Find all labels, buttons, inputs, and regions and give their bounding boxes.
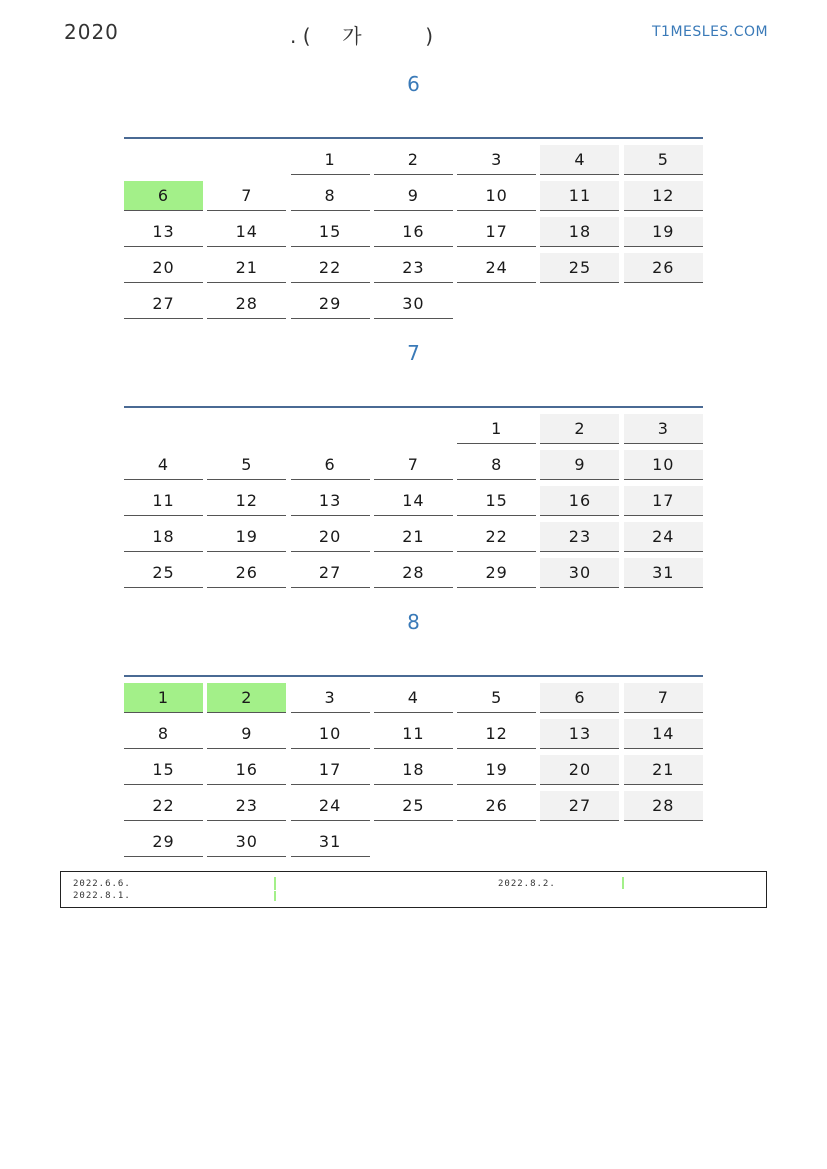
day-cell[interactable]: 23 bbox=[374, 253, 453, 283]
day-cell[interactable]: 16 bbox=[374, 217, 453, 247]
day-cell[interactable]: 6 bbox=[291, 450, 370, 480]
day-cell[interactable]: 24 bbox=[457, 253, 536, 283]
day-cell[interactable]: 21 bbox=[207, 253, 286, 283]
day-cell[interactable]: 25 bbox=[540, 253, 619, 283]
month-title-june: 6 bbox=[407, 72, 420, 96]
note-date: 2022.6.6. bbox=[73, 879, 131, 889]
calendar-july bbox=[124, 406, 703, 588]
day-cell[interactable]: 12 bbox=[624, 181, 703, 211]
empty-day-cell bbox=[540, 289, 619, 319]
day-cell[interactable]: 7 bbox=[374, 450, 453, 480]
day-cell[interactable]: 20 bbox=[291, 522, 370, 552]
empty-day-cell bbox=[124, 145, 203, 175]
day-cell[interactable]: 14 bbox=[624, 719, 703, 749]
day-cell[interactable]: 24 bbox=[624, 522, 703, 552]
calendar-august bbox=[124, 675, 703, 857]
day-cell[interactable]: 5 bbox=[624, 145, 703, 175]
empty-day-cell bbox=[624, 289, 703, 319]
day-cell[interactable]: 9 bbox=[207, 719, 286, 749]
day-cell[interactable]: 11 bbox=[374, 719, 453, 749]
day-cell[interactable]: 4 bbox=[374, 683, 453, 713]
day-cell[interactable]: 8 bbox=[124, 719, 203, 749]
brand-link[interactable]: T1MESLES.COM bbox=[652, 24, 769, 40]
day-cell[interactable]: 28 bbox=[374, 558, 453, 588]
calendar-top-rule bbox=[124, 137, 703, 139]
day-cell[interactable]: 25 bbox=[124, 558, 203, 588]
empty-day-cell bbox=[540, 827, 619, 857]
day-cell[interactable]: 16 bbox=[540, 486, 619, 516]
day-cell[interactable]: 15 bbox=[124, 755, 203, 785]
day-cell[interactable]: 7 bbox=[624, 683, 703, 713]
day-cell[interactable]: 13 bbox=[540, 719, 619, 749]
calendar-top-rule bbox=[124, 406, 703, 408]
holiday-marker bbox=[622, 877, 624, 889]
page-header bbox=[0, 0, 827, 60]
day-cell[interactable]: 29 bbox=[291, 289, 370, 319]
empty-day-cell bbox=[124, 414, 203, 444]
day-cell[interactable]: 17 bbox=[624, 486, 703, 516]
day-cell[interactable]: 14 bbox=[374, 486, 453, 516]
calendar-top-rule bbox=[124, 675, 703, 677]
holiday-marker bbox=[274, 877, 276, 890]
empty-day-cell bbox=[207, 145, 286, 175]
day-cell[interactable]: 22 bbox=[124, 791, 203, 821]
day-cell[interactable]: 26 bbox=[624, 253, 703, 283]
day-cell[interactable]: 10 bbox=[624, 450, 703, 480]
day-cell[interactable]: 19 bbox=[457, 755, 536, 785]
day-cell[interactable]: 22 bbox=[291, 253, 370, 283]
day-cell[interactable]: 5 bbox=[457, 683, 536, 713]
note-date: 2022.8.1. bbox=[73, 891, 131, 901]
day-cell[interactable]: 11 bbox=[540, 181, 619, 211]
day-cell[interactable]: 10 bbox=[457, 181, 536, 211]
day-cell[interactable]: 28 bbox=[207, 289, 286, 319]
empty-day-cell bbox=[291, 414, 370, 444]
day-cell[interactable]: 20 bbox=[124, 253, 203, 283]
day-cell[interactable]: 18 bbox=[374, 755, 453, 785]
day-cell[interactable]: 18 bbox=[124, 522, 203, 552]
day-cell[interactable]: 21 bbox=[374, 522, 453, 552]
day-cell[interactable]: 29 bbox=[124, 827, 203, 857]
day-cell[interactable]: 13 bbox=[291, 486, 370, 516]
empty-day-cell bbox=[374, 827, 453, 857]
day-cell[interactable]: 30 bbox=[207, 827, 286, 857]
year-label: 2020 bbox=[64, 20, 119, 44]
day-cell[interactable]: 20 bbox=[540, 755, 619, 785]
day-cell[interactable]: 9 bbox=[374, 181, 453, 211]
day-cell[interactable]: 31 bbox=[624, 558, 703, 588]
day-cell[interactable]: 6 bbox=[124, 181, 203, 211]
day-cell[interactable]: 3 bbox=[457, 145, 536, 175]
day-cell[interactable]: 3 bbox=[291, 683, 370, 713]
day-cell[interactable]: 2 bbox=[207, 683, 286, 713]
day-cell[interactable]: 4 bbox=[124, 450, 203, 480]
day-cell[interactable]: 8 bbox=[291, 181, 370, 211]
day-cell[interactable]: 31 bbox=[291, 827, 370, 857]
calendar-grid bbox=[124, 145, 703, 319]
day-cell[interactable]: 11 bbox=[124, 486, 203, 516]
day-cell[interactable]: 27 bbox=[124, 289, 203, 319]
day-cell[interactable]: 8 bbox=[457, 450, 536, 480]
day-cell[interactable]: 22 bbox=[457, 522, 536, 552]
day-cell[interactable]: 25 bbox=[374, 791, 453, 821]
day-cell[interactable]: 1 bbox=[124, 683, 203, 713]
day-cell[interactable]: 17 bbox=[457, 217, 536, 247]
page-title: . ( 가 ) bbox=[290, 24, 434, 48]
day-cell[interactable]: 23 bbox=[540, 522, 619, 552]
day-cell[interactable]: 3 bbox=[624, 414, 703, 444]
day-cell[interactable]: 10 bbox=[291, 719, 370, 749]
day-cell[interactable]: 30 bbox=[540, 558, 619, 588]
day-cell[interactable]: 18 bbox=[540, 217, 619, 247]
day-cell[interactable]: 17 bbox=[291, 755, 370, 785]
day-cell[interactable]: 14 bbox=[207, 217, 286, 247]
day-cell[interactable]: 13 bbox=[124, 217, 203, 247]
day-cell[interactable]: 27 bbox=[291, 558, 370, 588]
day-cell[interactable]: 12 bbox=[207, 486, 286, 516]
day-cell[interactable]: 26 bbox=[457, 791, 536, 821]
empty-day-cell bbox=[374, 414, 453, 444]
empty-day-cell bbox=[207, 414, 286, 444]
day-cell[interactable]: 15 bbox=[291, 217, 370, 247]
day-cell[interactable]: 19 bbox=[207, 522, 286, 552]
empty-day-cell bbox=[457, 827, 536, 857]
day-cell[interactable]: 29 bbox=[457, 558, 536, 588]
day-cell[interactable]: 9 bbox=[540, 450, 619, 480]
calendar-grid bbox=[124, 683, 703, 857]
day-cell[interactable]: 1 bbox=[457, 414, 536, 444]
day-cell[interactable]: 15 bbox=[457, 486, 536, 516]
day-cell[interactable]: 30 bbox=[374, 289, 453, 319]
empty-day-cell bbox=[457, 289, 536, 319]
day-cell[interactable]: 4 bbox=[540, 145, 619, 175]
month-title-august: 8 bbox=[407, 610, 420, 634]
day-cell[interactable]: 6 bbox=[540, 683, 619, 713]
empty-day-cell bbox=[624, 827, 703, 857]
day-cell[interactable]: 21 bbox=[624, 755, 703, 785]
day-cell[interactable]: 16 bbox=[207, 755, 286, 785]
day-cell[interactable]: 28 bbox=[624, 791, 703, 821]
day-cell[interactable]: 2 bbox=[374, 145, 453, 175]
day-cell[interactable]: 23 bbox=[207, 791, 286, 821]
day-cell[interactable]: 19 bbox=[624, 217, 703, 247]
holiday-notes bbox=[60, 871, 767, 908]
day-cell[interactable]: 26 bbox=[207, 558, 286, 588]
month-title-july: 7 bbox=[407, 341, 420, 365]
holiday-marker bbox=[274, 891, 276, 901]
day-cell[interactable]: 12 bbox=[457, 719, 536, 749]
day-cell[interactable]: 7 bbox=[207, 181, 286, 211]
day-cell[interactable]: 5 bbox=[207, 450, 286, 480]
day-cell[interactable]: 27 bbox=[540, 791, 619, 821]
day-cell[interactable]: 2 bbox=[540, 414, 619, 444]
day-cell[interactable]: 1 bbox=[291, 145, 370, 175]
calendar-june bbox=[124, 137, 703, 319]
day-cell[interactable]: 24 bbox=[291, 791, 370, 821]
calendar-grid bbox=[124, 414, 703, 588]
note-date: 2022.8.2. bbox=[498, 879, 556, 889]
